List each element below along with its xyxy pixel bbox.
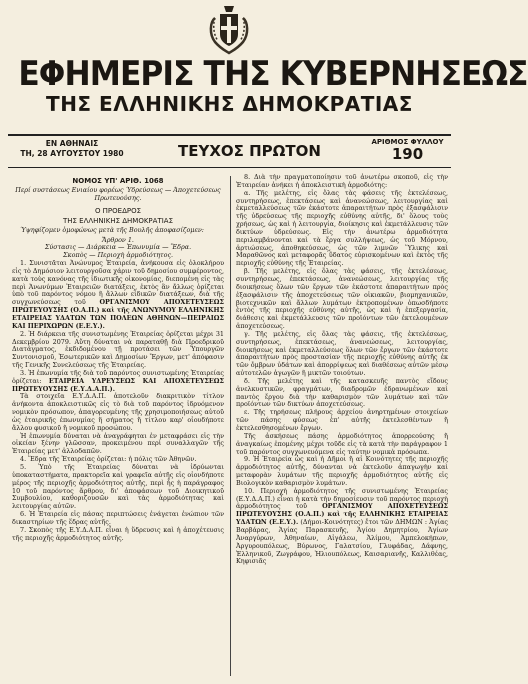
gazette-subtitle: ΤΗΣ ΕΛΛΗΝΙΚΗΣ ΔΗΜΟΚΡΑΤΙΑΣ [46,92,413,116]
paragraph-8f: Τῆς ἀσκήσεως πάσης ἁρμοδιότητος ἀπορρεούσης ἢ ἀναγκαίως ἐπομένης μέχρι τοῦδε εἰς τὰ κατὰ τὴν παράγραφον 1 τοῦ παρόντος συγχωνευόμενα εἰς ταύτην νομικὰ πρόσωπα. [236,431,448,456]
paragraph-10-text: 10. Περιοχὴ ἁρμοδιότητος τῆς συνιστωμένης Ἑταιρείας (Ε.Υ.Δ.Α.Π.) εἶναι ἡ κατὰ τὴν δημοσίευσιν τοῦ παρόντος περιοχὴ ἁρμοδιότητος τοῦ [236,486,448,511]
paragraph-10-municipalities: (Δήμοι-Κοινότητες) ἔτοι τῶν ΔΗΜΩΝ : Ἁγίας Βαρβάρας, Ἁγίας Παρασκευῆς, Ἁγίου Δημητρίου, Ἁγίων Ἀναργύρων, Ἀθηναίων, Αἰγάλεω, Ἀλίμου, Ἀμπελοκήπων, Ἀργυρουπόλεως, Βύρωνος, Γαλατσίου, Γλυφάδας, Δάφνης, Ἑλληνικοῦ, Ζωγράφου, Ἡλιουπόλεως, Καισαριανῆς, Καλλιθέας, Κηφισιᾶς [236,518,448,566]
paragraph-10-entities: ΟΡΓΑΝΙΣΜΟΥ ΑΠΟΧΕΤΕΥΣΕΩΣ ΠΡΩΤΕΥΟΥΣΗΣ (Ο.Α.Π.) καὶ τῆς ΕΛΛΗΝΙΚΗΣ ΕΤΑΙΡΕΙΑΣ ΥΔΑΤΩΝ (Ε.Ε.Υ.). [236,502,448,527]
sheet-number: 190 [391,145,424,163]
place-date [12,139,132,159]
paragraph-7: 7. Σκοπὸς τῆς Ε.Υ.Δ.Α.Π. εἶναι ἡ ὕδρευσις καὶ ἡ ἀποχέτευσις τῆς περιοχῆς ἁρμοδιότητος αὐτῆς. [12,525,224,542]
left-column [12,176,224,542]
sheet-number-box [364,138,451,162]
issue-info-bar [8,134,451,170]
paragraph-8e: ε. Τῆς τηρήσεως πλήρους ἀρχείου ἀνηρτημένων στοιχείων τῶν πάσης φύσεως ἐπ' αὐτῆς ἐκτελεσθέντων ἢ ἐκτελεσθησομένων ἔργων. [236,408,448,432]
paragraph-3b: Τὰ στοιχεῖα Ε.Υ.Δ.Α.Π. ἀποτελοῦν διακριτικὸν τίτλον ἀνήκοντα ἀποκλειστικῶς εἰς τὸ διὰ τοῦ παρόντος ἱδρυόμενον νομικὸν πρόσωπον, ἀπαγορευμένης τῆς χρησιμοποιήσεως αὐτοῦ ὡς ἐταιρικῆς ἐπωνυμίας ἢ σήματος ἢ τίτλου καρ' οἰουδήποτε ἄλλου φυσικοῦ ἢ νομικοῦ προσώπου. [12,392,224,432]
scope-heading: Σκοπὸς — Περιοχὴ ἁρμοδιότητος. [62,251,174,260]
paragraph-8c: γ. Τῆς μελέτης, εἰς ὅλας τὰς φάσεις, τῆς ἐκτελέσεως, συντηρήσεως, ἐπεκτάσεως, ἀνανεώσεως, λειτουργίας, διοικήσεως καὶ ἐκμεταλλεύσεως ὅλων τῶν ἔργων τῶν ἑκάστοτε ἀπαραιτήτων πρὸς προστασίαν τῆς περιοχῆς εὐθύνης αὐτῆς ἐκ τῶν ὄμβρων ὑδάτων καὶ ἀπορρίψεως καὶ διαθέσεως αὐτῶν μέσῳ αὐτοτελῶν ἀγωγῶν ἢ μικτῶν τοιούτων. [236,329,448,378]
gazette-title: ΕΦΗΜΕΡΙΣ ΤΗΣ ΚΥΒΕΡΝΗΣΕΩΣ [18,54,528,94]
law-number: ΝΟΜΟΣ ΥΠ' ΑΡΙΘ. 1068 [72,177,164,185]
paragraph-6: 6. Ἡ Ἑταιρεία εἰς πάσας περιπτώσεις ἐνάγεται ἐνώπιον τῶν δικαστηρίων τῆς ἕδρας αὐτῆς. [12,510,224,526]
sheet-label: ΑΡΙΘΜΟΣ ΦΥΛΛΟΥ [371,138,444,146]
company-name: ΕΤΑΙΡΕΙΑ ΥΔΡΕΥΣΕΩΣ ΚΑΙ ΑΠΟΧΕΤΕΥΣΕΩΣ ΠΡΩΤΕΥΟΥΣΗΣ (Ε.Υ.Δ.Α.Π.). [12,376,224,393]
paragraph-3 [12,370,224,394]
paragraph-8b: β. Τῆς μελέτης, εἰς ὅλας τὰς φάσεις, τῆς ἐκτελέσεως, συντηρήσεως, ἐπεκτάσεως, ἀνανεώσεως, λειτουργίας τῆς διοικήσεως ὅλων τῶν ἔργων τῶν ἑκάστοτε ἀπαραιτήτων πρὸς ἐξασφάλισιν τῆς ἀποχετεύσεως τῶν οἰκιακῶν, βιομηχανικῶν, βιοτεχνικῶν καὶ ἄλλων λυμάτων ἐκτροπομένων ὁπωσδήποτε ἐντὸς τῆς περιοχῆς εὐθύνης αὐτῆς, ὡς καὶ ἡ ἐπεξεργασία, διάθεσις καὶ ἐκμετάλλευσις τῶν προϊόντων τῶν ἐκτελουμένων ἀποχετεύσεως. [236,267,448,331]
column-divider [230,176,231,676]
masthead [0,54,528,116]
right-column [236,174,448,566]
place: ΕΝ ΑΘΗΝΑΙΣ [45,139,99,148]
paragraph-1-entities: ΟΡΓΑΝΙΣΜΟΥ ΑΠΟΧΕΤΕΥΣΕΩΣ ΠΡΩΤΕΥΟΥΣΗΣ (Ο.Α.Π.) καὶ τῆς ΑΝΩΝΥΜΟΥ ΕΛΛΗΝΙΚΗΣ ΕΤΑΙΡΕΙΑΣ ΥΔΑΤΩΝ ΤΩΝ ΠΟΛΕΩΝ ΑΘΗΝΩΝ—ΠΕΙΡΑΙΩΣ ΚΑΙ ΠΕΡΙΧΩΡΩΝ (Ε.Ε.Υ.). [12,298,224,330]
top-rule [8,134,451,136]
president-heading-1: Ο ΠΡΟΕΔΡΟΣ [94,206,142,215]
greek-coat-of-arms-icon [206,4,252,54]
paragraph-8d: δ. Τῆς μελέτης καὶ τῆς κατασκευῆς παντὸς εἴδους ἀνελκυστικῶν, φραγμάτων, διαδρομῶν ἐδρανωμένων καὶ παντὸς ἔργου διὰ τὴν καθαρισμὸν τῶν λυμάτων καὶ τῶν προϊόντων τῶν δικτύων ἀποχετεύσεως. [236,376,448,409]
paragraph-4: 4. Ἕδρα τῆς Ἑταιρείας ὁρίζεται: ἡ πόλις τῶν Ἀθηνῶν. [20,455,197,464]
paragraph-3-text: 3. Ἡ ἐπωνυμία τῆς διὰ τοῦ παρόντος συνιστωμένης Ἑταιρείας ὁρίζεται: [12,368,224,385]
bottom-rule [8,167,451,168]
paragraph-1-text: 1. Συνιστᾶται Ἀνώνυμος Ἑταιρεία, ἀνήκουσα εἰς ὁλοκλήρου εἰς τὸ Δημόσιον λειτουργοῦσα χάριν τοῦ δημοσίου συμφέροντος, κατὰ τοὺς κανόνας τῆς ἰδιωτικῆς οἰκονομίας, διεπομένη εἰς τὰς περὶ Ἀνωνύμων Ἑταιρειῶν διατάξεις, ἐκτὸς ἂν ἄλλως ὁρίζεται ὑπὸ τοῦ παρόντος νόμου ἢ ἄλλων εἰδικῶν διατάξεων, διὰ τῆς συγχωνεύσεως τοῦ [12,259,224,307]
date: ΤΗ, 28 ΑΥΓΟΥΣΤΟΥ 1980 [20,149,124,158]
paragraph-2: 2. Ἡ διάρκεια τῆς συνιστωμένης Ἑταιρείας ὁρίζεται μέχρι 31 Δεκεμβρίου 2079. Αὕτη δύναται νὰ παραταθῇ διὰ Προεδρικοῦ Διατάγματος, ἐκδιδομένου τῇ προτάσει τῶν Ὑπουργῶν Συντονισμοῦ, Ἐσωτερικῶν καὶ Δημοσίων Ἔργων, μετ' ἀπόφασιν τῆς Γενικῆς Συνελεύσεως τῆς Ἑταιρείας. [12,329,224,370]
issue-type: ΤΕΥΧΟΣ ΠΡΩΤΟΝ [178,142,321,160]
paragraph-5: 5. Ὑπὸ τῆς Ἑταιρείας δύναται νὰ ἱδρύωνται ὑποκαταστήματα, πρακτορεῖα καὶ γραφεῖα αὐτῆς εἰς οἱονδήποτε μέρος τῆς περιοχῆς ἁρμοδιότητος αὐτῆς, περὶ ἧς ἡ παράγραφος 10 τοῦ παρόντος ἄρθρου, δι' ἀποφάσεων τοῦ Διοικητικοῦ Συμβουλίου, καθοριζουσῶν καὶ τὰς ἁρμοδιότητας καὶ λειτουργίας αὐτῶν. [12,463,224,511]
article-1-heading: Ἄρθρον 1. [102,235,134,244]
president-heading-2: ΤΗΣ ΕΛΛΗΝΙΚΗΣ ΔΗΜΟΚΡΑΤΙΑΣ [62,216,173,225]
paragraph-8a: α. Τῆς μελέτης, εἰς ὅλας τὰς φάσεις τῆς ἐκτελέσεως, συντηρήσεως, ἐπεκτάσεως καὶ ἀνανεώσεως, λειτουργίας καὶ ἐκμεταλλεύσεως τῶν ἑκάστοτε ἀπαραιτήτων πρὸς ἐξασφάλισιν τῆς ὑδρεύσεως τῆς περιοχῆς εὐθύνης αὐτῆς, δι' ὅλους τοὺς χρήσεως, ὡς καὶ ἡ λειτουργία, διοίκησις καὶ ἐκμετάλλευσις τῶν δικτύων ὑδρεύσεως. Εἰς τὴν ἀνωτέρω ἁρμοδιότητα περιλαμβάνονται καὶ τὰ ἔργα συλλήψεως, ὡς τοῦ Μόρνου, ἀρτιώσεως, ἀποθηκεύσεως, ὡς τῶν λιμνῶν Ὕλικης καὶ Μαραθῶνος καὶ μεταφορᾶς ὕδατος εὑρισκομένων καὶ ἐκτὸς τῆς περιοχῆς εὐθύνης τῆς Ἑταιρείας. [236,188,448,268]
paragraph-8: 8. Διὰ τὴν πραγματοποίησιν τοῦ ἀνωτέρω σκοποῦ, εἰς τὴν Ἑταιρείαν ἀνήκει ἡ ἀποκλειστικὴ ἁρμοδιότης: [236,173,448,189]
article-1-subheading: Σύστασις — Διάρκεια — Ἐπωνυμία — Ἕδρα. [44,243,192,252]
enactment-clause: Ύψηφίζομεν ὁμοφώνως μετὰ τῆς Βουλῆς ἀποφασίζομεν: [20,225,204,234]
paragraph-10 [236,488,448,566]
paragraph-1 [12,260,224,331]
law-description: Περί συστάσεως Ενιαίου φορέως Ύδρεύσεως — Άποχετεύσεως Πρωτευούσης. [15,186,221,202]
paragraph-3c: Ἡ ἐπωνυμία δύναται νὰ ἀναγράφηται ἐν μεταφράσει εἰς τὴν οἰκείαν ξένην γλῶσσαν, προκειμένου περὶ συναλλαγῶν τῆς Ἑταιρείας μετ' ἀλλοδαπῶν. [12,431,224,456]
paragraph-9: 9. Ἡ Ἑταιρεία ὡς καὶ ἡ Δῆμοι ἢ αἱ Κοινότητες τῆς περιοχῆς ἁρμοδιότητος αὐτῆς, δύνανται νὰ ἐκτελοῦν ἀπαγωγὴν καὶ μεταφορὰν λυμάτων τῆς περιοχῆς ἁρμοδιότητος αὐτῆς εἰς Βιολογικὸν καθαρισμὸν λυμάτων. [236,455,448,487]
